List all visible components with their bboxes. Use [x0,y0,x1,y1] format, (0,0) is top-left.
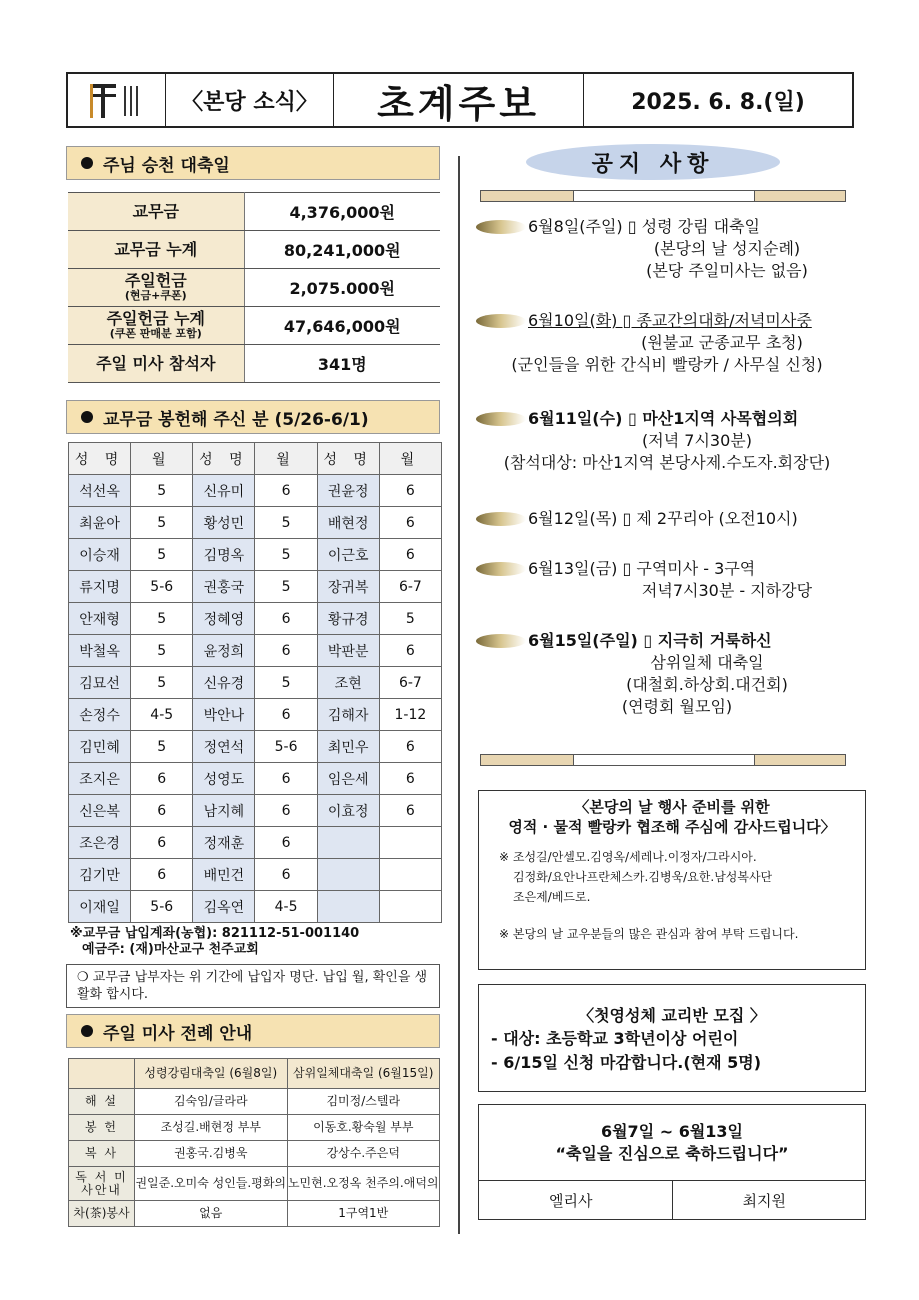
donor-name: 임은세 [317,763,379,795]
donor-name: 최윤아 [69,507,131,539]
cell: 김숙임/글라라 [135,1089,288,1115]
cell: 김미정/스텔라 [287,1089,440,1115]
decorative-bar [480,754,846,766]
cross-logo-icon [88,80,146,120]
notice-item [476,216,858,282]
notice-item [476,630,858,718]
cell: 없음 [135,1201,288,1227]
bullet-icon [81,157,93,169]
donor-name: 배현정 [317,507,379,539]
cell: 권일준.오미숙 성인들.평화의 [135,1167,288,1201]
donor-month: 6 [255,859,317,891]
donor-month: 5 [131,731,193,763]
donor-month: 6 [379,635,441,667]
donors-table [68,442,442,923]
notice-head: 6월15일(주일) ▯ 지극히 거룩하신 [528,631,772,650]
donor-month: 5-6 [255,731,317,763]
donor-name: 권홍국 [193,571,255,603]
offering-section-header [66,146,440,180]
table-row [69,699,442,731]
recruit-box [478,984,866,1092]
cell: 권홍국.김병욱 [135,1141,288,1167]
donor-month: 5-6 [131,891,193,923]
table-row [69,1089,440,1115]
feast-name: 최지원 [742,1191,786,1210]
donor-month: 6 [131,763,193,795]
offering-value: 80,241,000원 [244,231,440,269]
notice-line: 삼위일체 대축일 [650,653,764,672]
issue-date: 2025. 6. 8.(일) [631,89,805,115]
notice-line: (저녁 7시30분) [642,431,752,450]
thanks-title-1: 〈본당의 날 행사 준비를 위한 [574,798,770,816]
cell: 조성길.배현정 부부 [135,1115,288,1141]
donor-month: 5 [131,667,193,699]
feast-name: 엘리사 [479,1181,673,1219]
donor-month: 5 [379,603,441,635]
donor-name: 신은복 [69,795,131,827]
feast-dates: 6월7일 ~ 6월13일 [600,1121,744,1141]
donor-name: 김묘선 [69,667,131,699]
donor-name: 권윤정 [317,475,379,507]
donor-name: 남지혜 [193,795,255,827]
role-cell: 복 사 [69,1141,135,1167]
donor-month: 6-7 [379,667,441,699]
donor-name [317,859,379,891]
feast-day-box [478,1104,866,1220]
table-row [69,731,442,763]
donor-name: 장귀복 [317,571,379,603]
table-row [69,603,442,635]
thanks-box [478,790,866,970]
column-divider [458,156,460,1234]
notice-head: 6월12일(목) ▯ 제 2꾸리아 (오전10시) [528,509,798,528]
recruit-title: 〈첫영성체 교리반 모집 〉 [578,1006,766,1025]
account-holder: 예금주: (재)마산교구 천주교회 [82,942,259,957]
donor-month: 4-5 [131,699,193,731]
column-header: 성 명 [69,443,131,475]
donor-month: 5 [255,667,317,699]
donor-name: 정연석 [193,731,255,763]
donor-name: 황규경 [317,603,379,635]
donor-name: 류지명 [69,571,131,603]
donor-month: 6 [131,795,193,827]
cell: 이동호.황숙월 부부 [287,1115,440,1141]
table-row [69,571,442,603]
donor-name: 배민건 [193,859,255,891]
role-cell: 봉 헌 [69,1115,135,1141]
column-header-empty [69,1059,135,1089]
column-header: 삼위일체대축일 (6월15일) [287,1059,440,1089]
column-header: 성 명 [193,443,255,475]
donor-month: 6 [131,859,193,891]
donor-month: 1-12 [379,699,441,731]
notice-item [476,508,858,530]
bullet-icon [81,1025,93,1037]
donor-month: 6 [255,475,317,507]
donor-name [317,891,379,923]
table-row [68,307,440,345]
donor-name: 신유미 [193,475,255,507]
oval-bullet-icon [476,220,526,234]
donor-name: 이승재 [69,539,131,571]
bullet-icon [81,411,93,423]
table-row [69,507,442,539]
donor-name: 안재형 [69,603,131,635]
donor-name: 최민우 [317,731,379,763]
donor-name: 정재훈 [193,827,255,859]
role-cell: 해 설 [69,1089,135,1115]
table-row [68,269,440,307]
offering-value: 4,376,000원 [244,193,440,231]
donor-month: 6 [379,795,441,827]
oval-bullet-icon [476,562,526,576]
notice-item [476,310,858,376]
donor-name: 이근호 [317,539,379,571]
thanks-names: ※ 조성길/안셀모.김영옥/세레나.이정자/그라시아. 김정화/요안나프란체스카.김병욱/요한.남성복사단 조은제/베드로. [499,850,773,904]
oval-bullet-icon [476,512,526,526]
donor-name: 손정수 [69,699,131,731]
donor-name: 박철옥 [69,635,131,667]
table-row [68,231,440,269]
oval-bullet-icon [476,634,526,648]
recruit-target: - 대상: 초등학교 3학년이상 어린이 [491,1029,739,1048]
donor-name: 김해자 [317,699,379,731]
donor-month: 6 [379,731,441,763]
notice-line: (본당의 날 성지순례) [653,239,801,258]
recruit-deadline: - 6/15일 신청 마감합니다.(현재 5명) [491,1053,762,1072]
offering-label: 교무금 누계 [68,231,244,269]
donor-month: 6 [379,475,441,507]
donor-month: 6 [255,699,317,731]
donor-month: 6 [255,795,317,827]
account-number: ※교무금 납입계좌(농협): 821112-51-001140 [70,926,360,941]
donor-month: 5-6 [131,571,193,603]
offering-label: 주일헌금 누계 (쿠폰 판매분 포함) [68,307,244,345]
table-row [68,193,440,231]
notice-line: (본당 주일미사는 없음) [646,261,808,280]
donor-month: 6 [379,507,441,539]
notice-head: 6월10일(화) ▯ 종교간의대화/저녁미사중 [528,311,812,330]
donor-name: 박안나 [193,699,255,731]
donor-name: 윤정희 [193,635,255,667]
account-info [70,926,359,958]
donor-name: 황성민 [193,507,255,539]
offering-value: 2,075.000원 [244,269,440,307]
donor-month: 6 [255,603,317,635]
table-header-row [69,1059,440,1089]
table-row [69,827,442,859]
donor-name: 조은경 [69,827,131,859]
table-row [69,795,442,827]
donor-name: 김기만 [69,859,131,891]
role-cell: 독 서 미사안내 [69,1167,135,1201]
donor-month: 5 [131,603,193,635]
column-header: 월 [255,443,317,475]
paper-title: 초계주보 [334,74,584,126]
donor-name: 성영도 [193,763,255,795]
notices-title: 공지 사항 [526,144,780,180]
offering-title: 주님 승천 대축일 [103,155,230,176]
payment-notice: ❍ 교무금 납부자는 위 기간에 납입자 명단. 납입 월, 확인을 생활화 합시다. [66,964,440,1008]
liturgy-section-header [66,1014,440,1048]
donor-month: 5 [131,507,193,539]
donor-name: 조지은 [69,763,131,795]
liturgy-table [68,1058,440,1227]
notice-line: (군인들을 위한 간식비 빨랑카 / 사무실 신청) [511,355,823,374]
column-header: 성 명 [317,443,379,475]
donor-name: 신유경 [193,667,255,699]
oval-bullet-icon [476,314,526,328]
donor-month: 6 [255,827,317,859]
donor-month: 6 [379,539,441,571]
donor-month [379,827,441,859]
donor-name: 정혜영 [193,603,255,635]
donor-month: 6 [379,763,441,795]
table-row [69,1201,440,1227]
donor-month: 4-5 [255,891,317,923]
donor-name: 조현 [317,667,379,699]
notice-item [476,558,858,602]
offering-label: 주일 미사 참석자 [68,345,244,383]
donor-month: 5 [131,539,193,571]
donor-month: 6 [255,635,317,667]
cell: 노민현.오정옥 천주의.애덕의 [287,1167,440,1201]
donor-name [317,827,379,859]
table-row [69,859,442,891]
notice-line: (대철회.하상회.대건회) [626,675,788,694]
donor-name: 이재일 [69,891,131,923]
table-row [69,1141,440,1167]
donor-name: 김민혜 [69,731,131,763]
cell: 강상수.주은덕 [287,1141,440,1167]
table-row [69,1167,440,1201]
cell: 1구역1반 [287,1201,440,1227]
donor-month: 6 [131,827,193,859]
donor-name: 석선옥 [69,475,131,507]
donors-title: 교무금 봉헌해 주신 분 (5/26-6/1) [103,409,369,430]
table-row [69,1115,440,1141]
offering-value: 47,646,000원 [244,307,440,345]
notice-head: 6월13일(금) ▯ 구역미사 - 3구역 [528,559,756,578]
column-header: 성령강림대축일 (6월8일) [135,1059,288,1089]
donor-month: 5 [255,571,317,603]
table-row [69,667,442,699]
notice-head: 6월11일(수) ▯ 마산1지역 사목협의회 [528,409,799,428]
liturgy-title: 주일 미사 전례 안내 [103,1023,253,1044]
donor-name: 김옥연 [193,891,255,923]
donor-month: 5 [255,507,317,539]
notice-head: 6월8일(주일) ▯ 성령 강림 대축일 [528,217,761,236]
oval-bullet-icon [476,412,526,426]
table-row [69,539,442,571]
donor-month [379,859,441,891]
role-cell: 차(茶)봉사 [69,1201,135,1227]
feast-message: “축일을 진심으로 축하드립니다” [555,1143,789,1163]
table-row [69,891,442,923]
table-row [69,475,442,507]
column-header: 월 [131,443,193,475]
offering-table [68,192,440,383]
donors-section-header [66,400,440,434]
offering-value: 341명 [244,345,440,383]
donor-month: 6 [255,763,317,795]
notice-line: (원불교 군종교무 초청) [641,333,803,352]
table-row [68,345,440,383]
table-row [69,763,442,795]
table-header-row [69,443,442,475]
section-label: 〈본당 소식〉 [166,74,334,126]
notice-line: (연령회 월모임) [621,697,733,716]
donor-name: 박판분 [317,635,379,667]
donor-name: 김명옥 [193,539,255,571]
offering-label: 교무금 [68,193,244,231]
table-row [69,635,442,667]
notice-item [476,408,858,474]
parish-logo [68,74,166,126]
notice-line: 저녁7시30분 - 지하강당 [641,581,813,600]
offering-label: 주일헌금 (현금+쿠폰) [68,269,244,307]
donor-month: 6-7 [379,571,441,603]
donor-name: 이효정 [317,795,379,827]
decorative-bar [480,190,846,202]
column-header: 월 [379,443,441,475]
donor-month [379,891,441,923]
donor-month: 5 [131,475,193,507]
donor-month: 5 [131,635,193,667]
donor-month: 5 [255,539,317,571]
notice-line: (참석대상: 마산1지역 본당사제.수도자.회장단) [503,453,831,472]
thanks-request: ※ 본당의 날 교우분들의 많은 관심과 참여 부탁 드립니다. [499,927,799,941]
masthead [66,72,854,128]
thanks-title-2: 영적 · 물적 빨랑카 협조해 주심에 감사드립니다〉 [508,818,836,836]
